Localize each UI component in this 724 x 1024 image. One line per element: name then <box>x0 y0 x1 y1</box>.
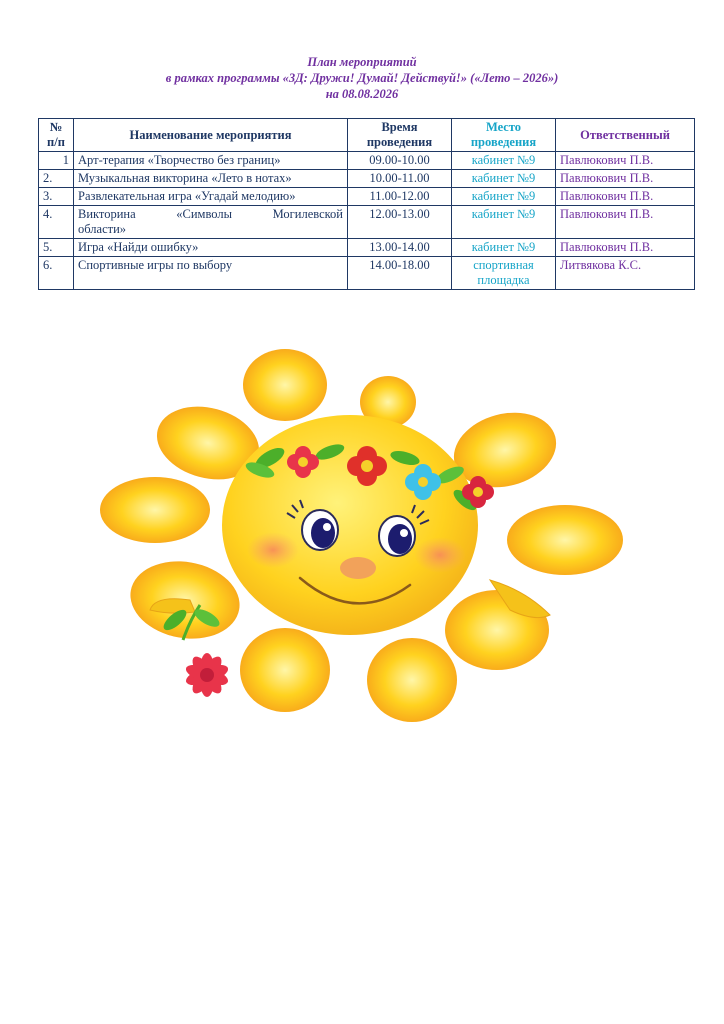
events-table <box>38 118 695 290</box>
row-time: 10.00-11.00 <box>348 170 452 188</box>
row-responsible: Павлюкович П.В. <box>556 206 695 239</box>
row-name: Развлекательная игра «Угадай мелодию» <box>74 188 348 206</box>
row-responsible: Павлюкович П.В. <box>556 152 695 170</box>
header-place: Место проведения <box>452 119 556 152</box>
row-place: кабинет №9 <box>452 170 556 188</box>
row-num: 5. <box>39 239 74 257</box>
title-line-1: План мероприятий <box>307 55 417 69</box>
row-time: 11.00-12.00 <box>348 188 452 206</box>
title-line-3: на 08.08.2026 <box>325 87 399 101</box>
row-name: Арт-терапия «Творчество без границ» <box>74 152 348 170</box>
row-num: 6. <box>39 257 74 290</box>
row-num: 2. <box>39 170 74 188</box>
header-time: Время проведения <box>348 119 452 152</box>
row-time: 09.00-10.00 <box>348 152 452 170</box>
document-title <box>0 54 724 102</box>
row-responsible: Павлюкович П.В. <box>556 170 695 188</box>
row-place: спортивная площадка <box>452 257 556 290</box>
header-responsible: Ответственный <box>556 119 695 152</box>
row-time: 12.00-13.00 <box>348 206 452 239</box>
row-num: 1 <box>39 152 74 170</box>
table-row <box>39 170 695 188</box>
row-num: 4. <box>39 206 74 239</box>
row-name: Спортивные игры по выбору <box>74 257 348 290</box>
header-name: Наименование мероприятия <box>74 119 348 152</box>
row-time: 13.00-14.00 <box>348 239 452 257</box>
row-name: Музыкальная викторина «Лето в нотах» <box>74 170 348 188</box>
row-time: 14.00-18.00 <box>348 257 452 290</box>
row-responsible: Павлюкович П.В. <box>556 188 695 206</box>
header-num: № п/п <box>39 119 74 152</box>
table-header-row <box>39 119 695 152</box>
table-row <box>39 188 695 206</box>
row-responsible: Литвякова К.С. <box>556 257 695 290</box>
row-place: кабинет №9 <box>452 152 556 170</box>
row-place: кабинет №9 <box>452 188 556 206</box>
row-place: кабинет №9 <box>452 239 556 257</box>
row-responsible: Павлюкович П.В. <box>556 239 695 257</box>
row-name: Викторина «Символы Могилевской области» <box>74 206 348 239</box>
row-name: Игра «Найди ошибку» <box>74 239 348 257</box>
row-place: кабинет №9 <box>452 206 556 239</box>
table-row <box>39 239 695 257</box>
table-row <box>39 257 695 290</box>
row-num: 3. <box>39 188 74 206</box>
smiling-sun-with-flower-wreath-icon <box>95 340 635 740</box>
title-line-2: в рамках программы «3Д: Дружи! Думай! Действуй!» («Лето – 2026») <box>165 71 559 85</box>
table-row <box>39 152 695 170</box>
table-row <box>39 206 695 239</box>
